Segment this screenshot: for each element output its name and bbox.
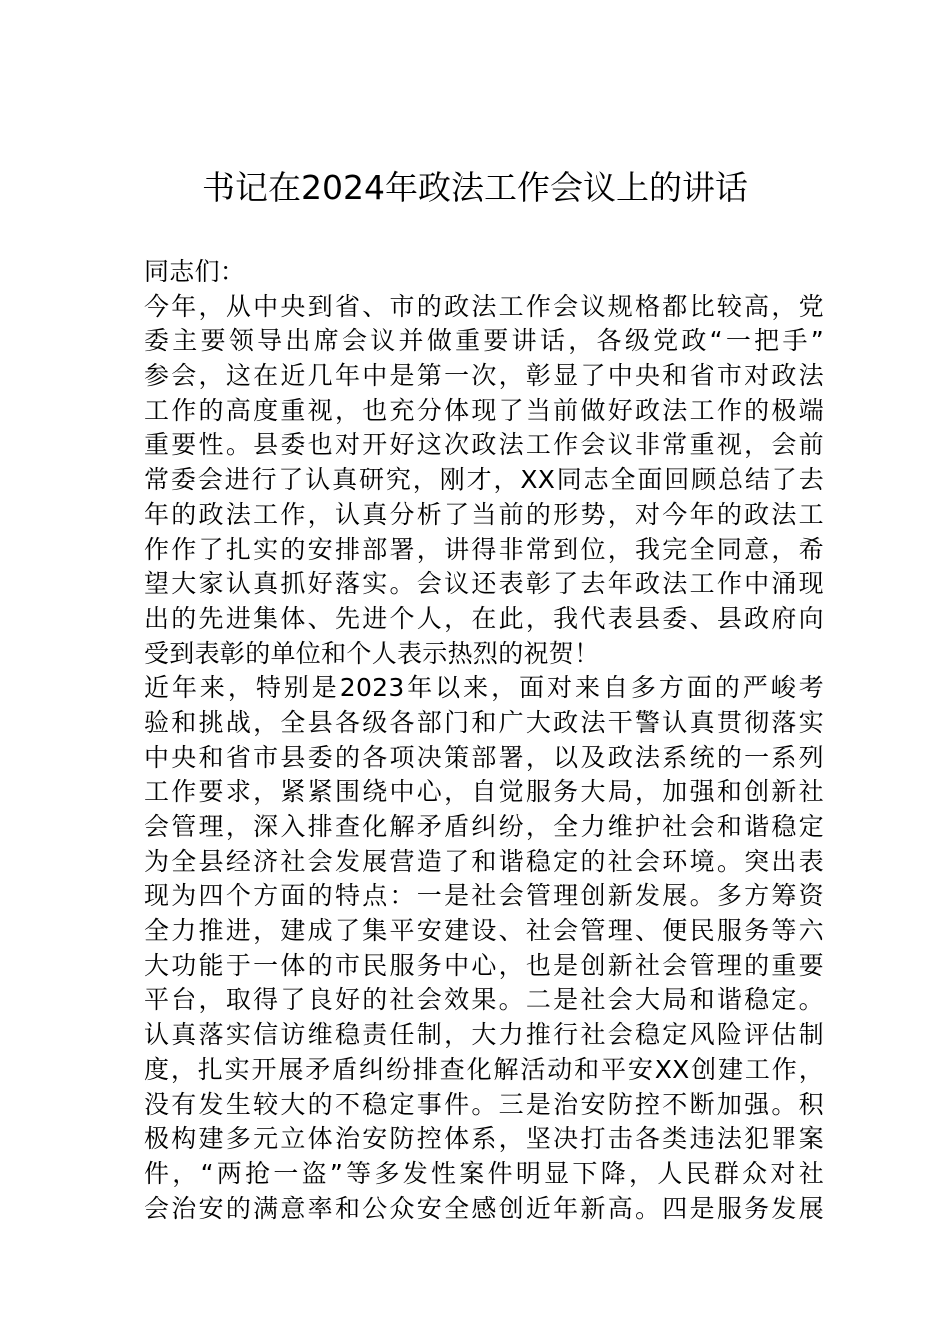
- document-text-line: 件，“两抢一盗”等多发性案件明显下降，人民群众对社: [144, 1158, 824, 1188]
- document-text-line: 为全县经济社会发展营造了和谐稳定的社会环境。突出表: [144, 846, 824, 876]
- document-text-line: 委主要领导出席会议并做重要讲话，各级党政“一把手”: [144, 326, 824, 356]
- document-text-line: 认真落实信访维稳责任制，大力推行社会稳定风险评估制: [144, 1020, 824, 1050]
- document-text-line: 近年来，特别是2023年以来，面对来自多方面的严峻考: [144, 673, 824, 703]
- document-text-line: 受到表彰的单位和个人表示热烈的祝贺！: [144, 638, 600, 668]
- document-text-line: 年的政法工作，认真分析了当前的形势，对今年的政法工: [144, 499, 824, 529]
- document-title: 书记在2024年政法工作会议上的讲话: [202, 168, 748, 207]
- document-text-line: 极构建多元立体治安防控体系，坚决打击各类违法犯罪案: [144, 1124, 824, 1154]
- document-text-line: 工作要求，紧紧围绕中心，自觉服务大局，加强和创新社: [144, 777, 824, 807]
- document-text-line: 平台，取得了良好的社会效果。二是社会大局和谐稳定。: [144, 985, 824, 1015]
- document-text-line: 会管理，深入排查化解矛盾纠纷，全力维护社会和谐稳定: [144, 812, 824, 841]
- document-text-line: 工作的高度重视，也充分体现了当前做好政法工作的极端: [144, 395, 824, 425]
- document-text-line: 常委会进行了认真研究，刚才，XX同志全面回顾总结了去: [144, 465, 824, 495]
- document-text-line: 大功能于一体的市民服务中心，也是创新社会管理的重要: [144, 950, 824, 980]
- document-text-line: 作作了扎实的安排部署，讲得非常到位，我完全同意，希: [144, 534, 824, 564]
- document-text-line: 出的先进集体、先进个人，在此，我代表县委、县政府向: [144, 603, 824, 633]
- document-body: [144, 255, 824, 1226]
- document-text-line: 今年，从中央到省、市的政法工作会议规格都比较高，党: [144, 291, 824, 321]
- document-text-line: 望大家认真抓好落实。会议还表彰了去年政法工作中涌现: [144, 569, 824, 599]
- document-text-line: 同志们：: [144, 257, 246, 286]
- document-text-line: 验和挑战，全县各级各部门和广大政法干警认真贯彻落实: [144, 707, 824, 737]
- document-text-line: 会治安的满意率和公众安全感创近年新高。四是服务发展: [144, 1193, 824, 1223]
- document-text-line: 重要性。县委也对开好这次政法工作会议非常重视，会前: [144, 430, 824, 460]
- document-text-line: 全力推进，建成了集平安建设、社会管理、便民服务等六: [144, 916, 824, 946]
- document-text-line: 现为四个方面的特点：一是社会管理创新发展。多方筹资: [144, 881, 824, 911]
- document-text-line: 度，扎实开展矛盾纠纷排查化解活动和平安XX创建工作，: [144, 1054, 824, 1084]
- document-text-line: 参会，这在近几年中是第一次，彰显了中央和省市对政法: [144, 361, 824, 391]
- document-text-line: 中央和省市县委的各项决策部署，以及政法系统的一系列: [144, 742, 824, 772]
- document-text-line: 没有发生较大的不稳定事件。三是治安防控不断加强。积: [144, 1089, 824, 1119]
